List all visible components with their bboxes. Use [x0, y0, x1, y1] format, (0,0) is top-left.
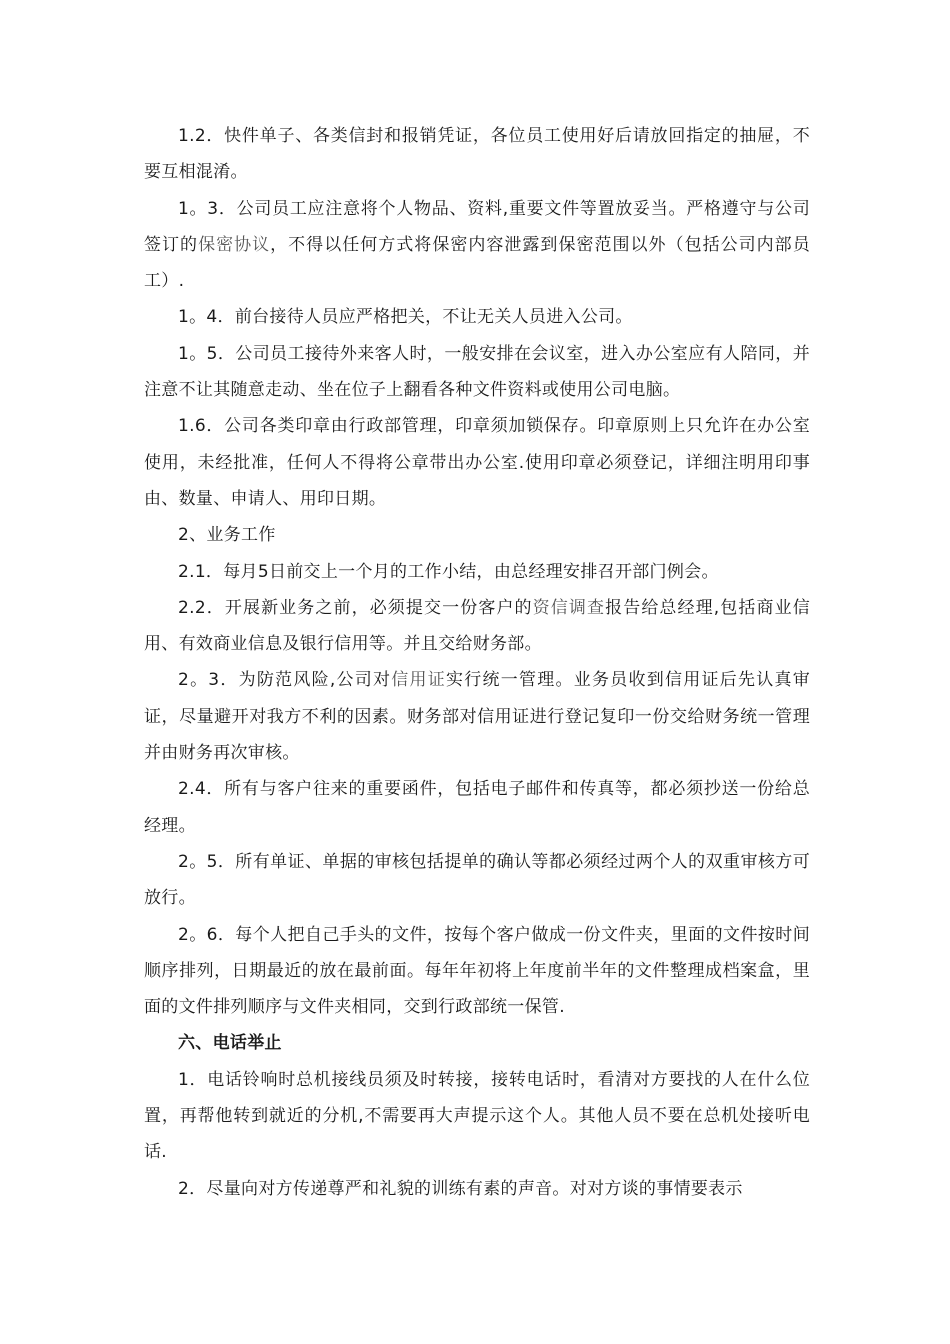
document-body: [144, 118, 810, 1207]
paragraph: [144, 662, 810, 771]
paragraph: [144, 408, 810, 517]
paragraph: [144, 554, 810, 590]
paragraph: [144, 590, 810, 663]
paragraph-text: 2．尽量向对方传递尊严和礼貌的训练有素的声音。对对方谈的事情要表示: [178, 1178, 743, 1199]
paragraph-text: 2.1．每月5日前交上一个月的工作小结，由总经理安排召开部门例会。: [178, 561, 719, 582]
paragraph: [144, 771, 810, 844]
paragraph-text: 2。6．每个人把自己手头的文件，按每个客户做成一份文件夹，里面的文件按时间顺序排列，日期最近的放在最前面。每年年初将上年度前半年的文件整理成档案盒，里面的文件排列顺序与文件夹相同，交到行政部统一保管.: [144, 924, 810, 1018]
paragraph: [144, 118, 810, 191]
paragraph-text: 实行统一管理。业务员收到信用证后先认真审证，尽量避开对我方不利的因素。财务部对信用证进行登记复印一份交给财务统一管理并由财务再次审核。: [144, 670, 811, 764]
paragraph-text: 六、电话举止: [178, 1033, 282, 1054]
paragraph: [144, 336, 810, 409]
paragraph-text: 2.4．所有与客户往来的重要函件，包括电子邮件和传真等，都必须抄送一份给总经理。: [144, 779, 810, 836]
paragraph-text: 1.6．公司各类印章由行政部管理，印章须加锁保存。印章原则上只允许在办公室使用，未经批准，任何人不得将公章带出办公室.使用印章必须登记，详细注明用印事由、数量、申请人、用印日期。: [144, 416, 810, 509]
section-heading: [144, 1025, 810, 1061]
paragraph-text: 1。5．公司员工接待外来客人时，一般安排在会议室，进入办公室应有人陪同，并注意不让其随意走动、坐在位子上翻看各种文件资料或使用公司电脑。: [144, 343, 810, 401]
term-link[interactable]: 信用证: [391, 670, 447, 691]
term-link[interactable]: 资信调查: [532, 597, 606, 618]
paragraph: [144, 917, 810, 1026]
paragraph-text: 1.2．快件单子、各类信封和报销凭证，各位员工使用好后请放回指定的抽屉，不要互相混淆。: [144, 126, 810, 183]
paragraph: [144, 1062, 810, 1171]
paragraph: [144, 299, 810, 335]
paragraph-text: 1．电话铃响时总机接线员须及时转接，接转电话时，看清对方要找的人在什么位置，再帮他转到就近的分机,不需要再大声提示这个人。其他人员不要在总机处接听电话.: [144, 1069, 810, 1163]
paragraph-text: 2.2．开展新业务之前，必须提交一份客户的: [178, 597, 533, 618]
paragraph-text: 2、业务工作: [178, 525, 276, 546]
paragraph-text: 2。5．所有单证、单据的审核包括提单的确认等都必须经过两个人的双重审核方可放行。: [144, 851, 810, 909]
paragraph: [144, 1171, 810, 1207]
paragraph-text: ，不得以任何方式将保密内容泄露到保密范围以外（包括公司内部员工）.: [144, 234, 810, 292]
paragraph: [144, 844, 810, 917]
term-link[interactable]: 保密协议: [198, 234, 271, 255]
paragraph: [144, 517, 810, 553]
paragraph-text: 1。4．前台接待人员应严格把关，不让无关人员进入公司。: [178, 307, 633, 328]
paragraph-text: 2。3．为防范风险,公司对: [178, 670, 392, 691]
paragraph-text: 1。3．公司员工应注意将个人物品、资料,重要文件等置放妥当。严格遵守与公司签订的: [144, 198, 810, 255]
paragraph-text: 报告给总经理,包括商业信用、有效商业信息及银行信用等。并且交给财务部。: [144, 597, 810, 655]
paragraph: [144, 191, 810, 300]
